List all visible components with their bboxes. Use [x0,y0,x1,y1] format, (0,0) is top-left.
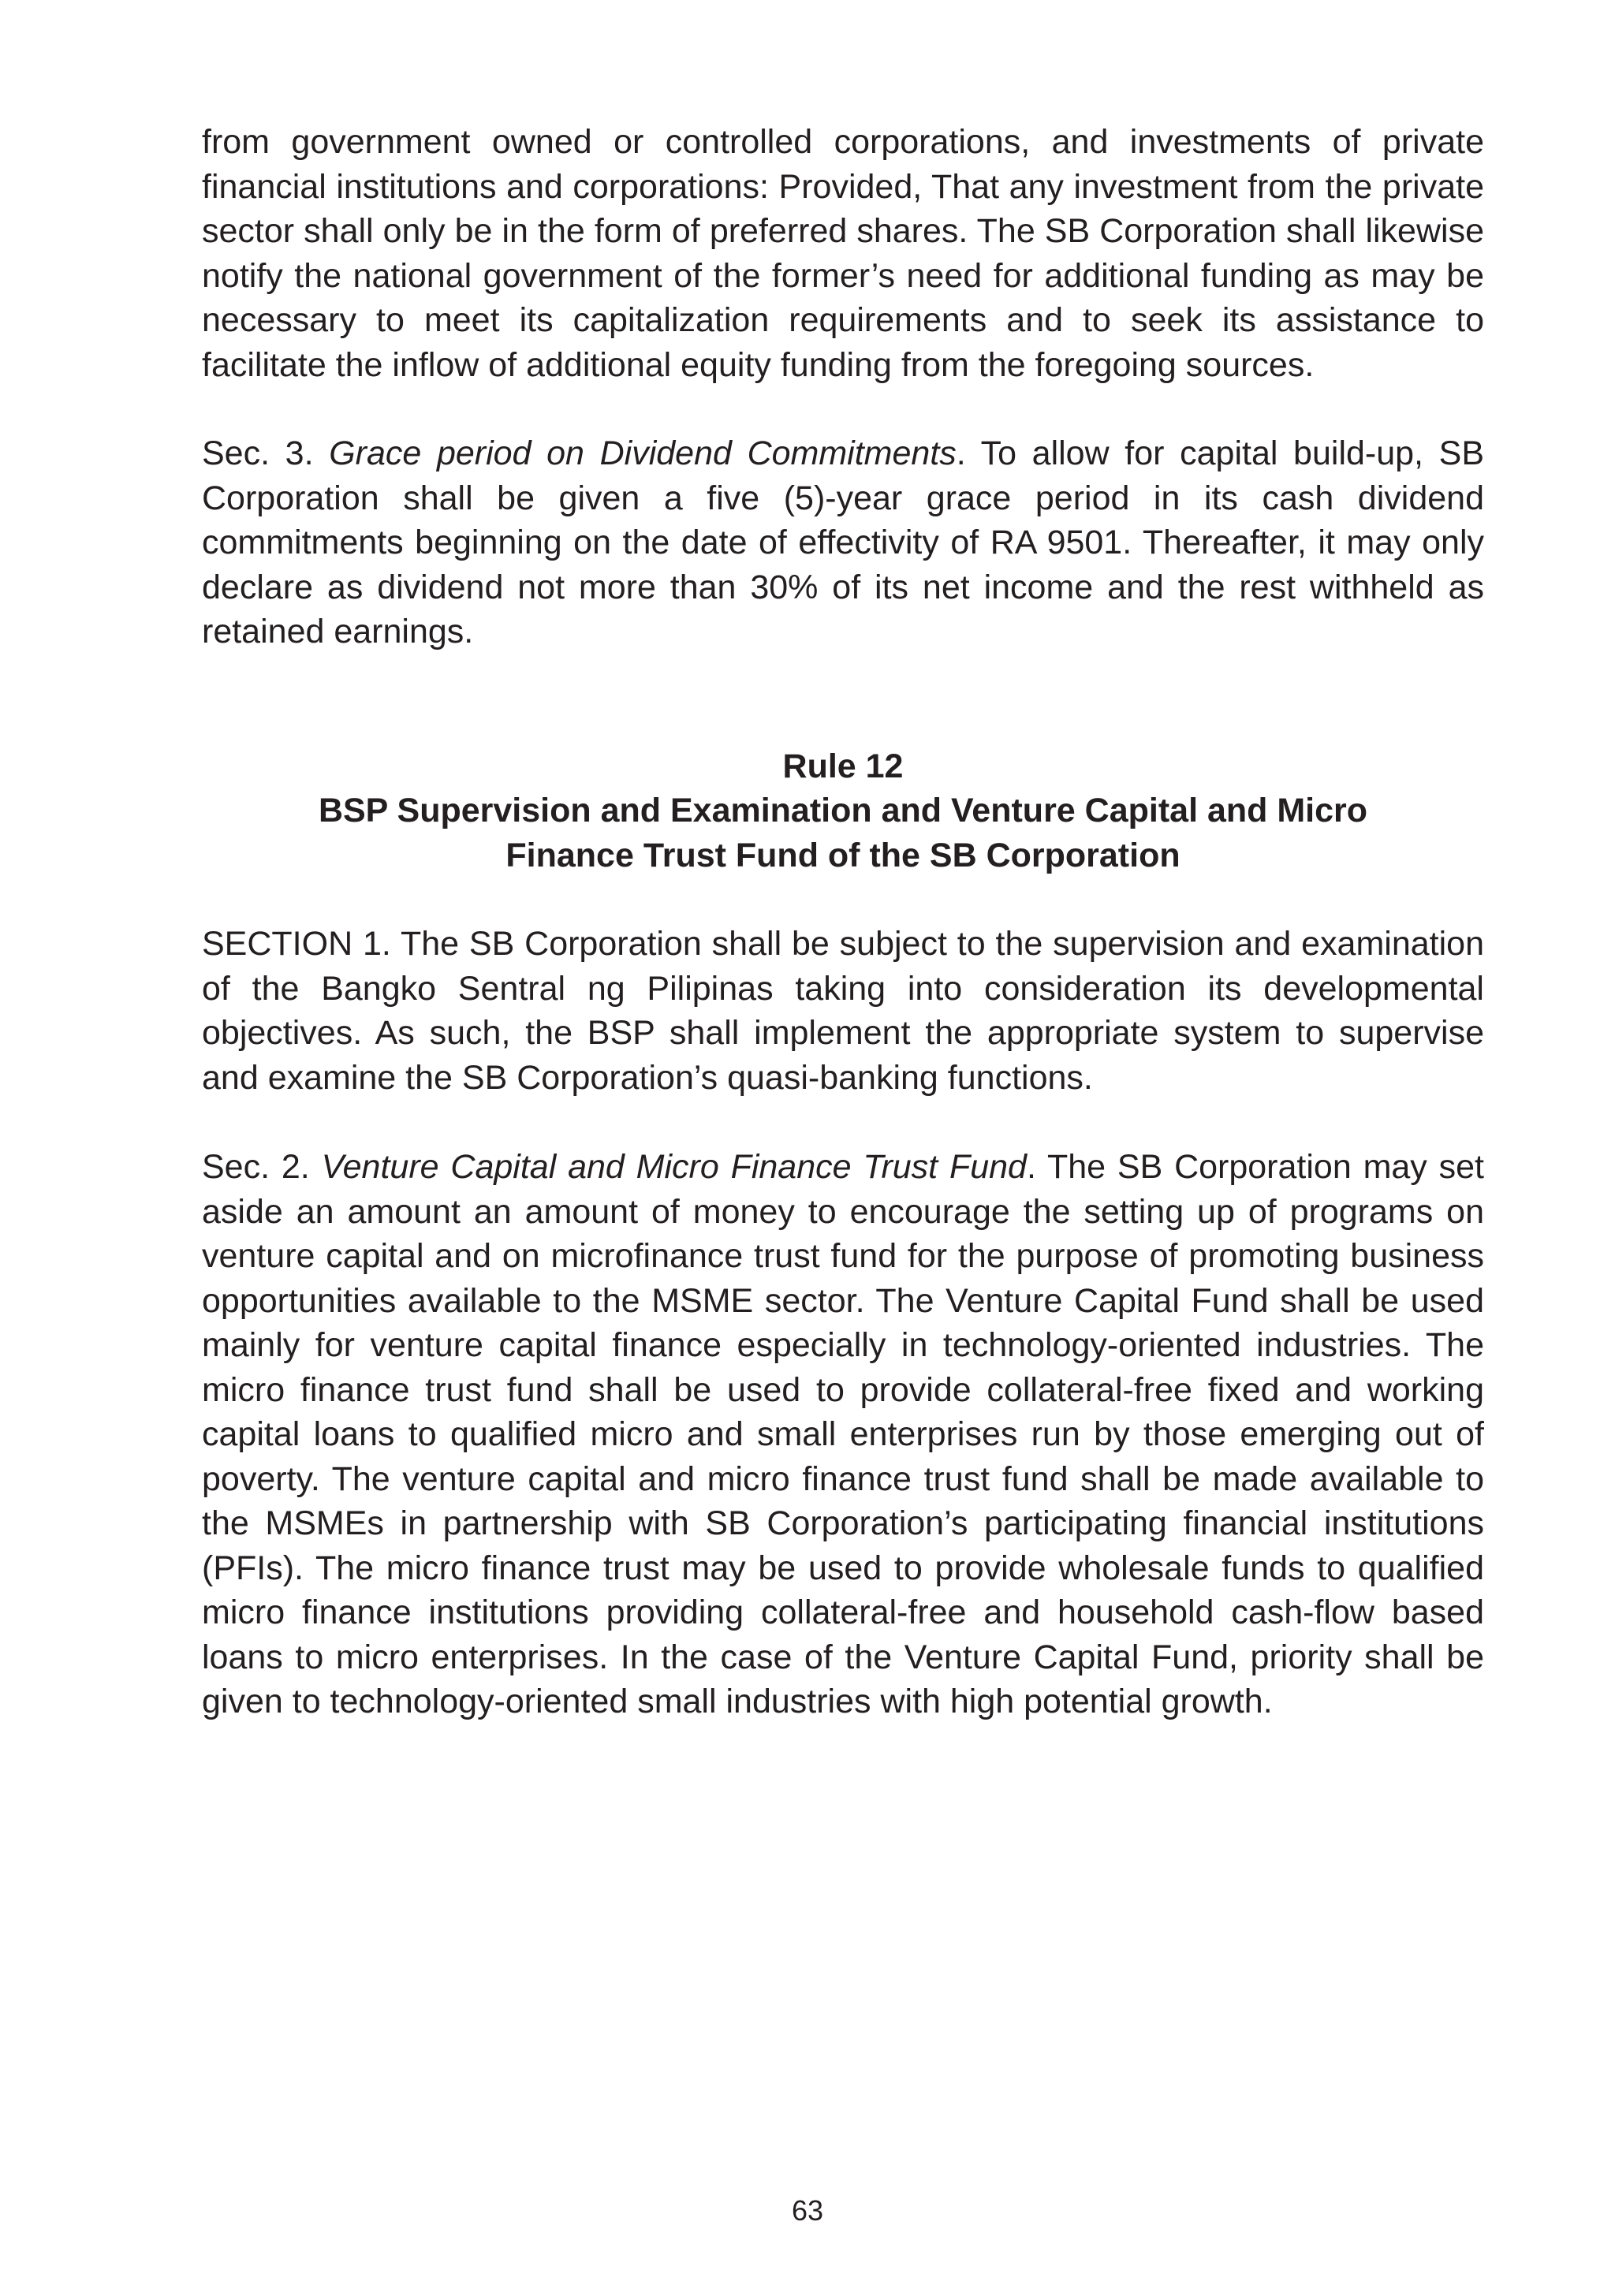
section1-body: The SB Corporation shall be subject to the supervision and examination of the Bangko Sentral ng Pilipinas taking into consideration its developmental objectives. As such, the BSP shall implement the appropriate system to supervise and examine the SB Corporation’s quasi-banking functions. [202,925,1484,1097]
sec2-number: Sec. 2. [202,1148,310,1186]
sec3-body: . To allow for capital build-up, SB Corporation shall be given a five (5)-year grace period in its cash dividend commitments beginning on the date of effectivity of RA 9501. Thereafter, it may only declare as dividend not more than 30% of its net income and the rest withheld as retained earnings. [202,434,1485,650]
rule-title-line-2: Finance Trust Fund of the SB Corporation [505,836,1180,874]
section1-number: SECTION 1. [202,925,391,963]
sec3-number: Sec. 3. [202,434,314,472]
rule-number: Rule 12 [782,747,904,785]
sec2-body: . The SB Corporation may set aside an amount an amount of money to encourage the setting up of programs on venture capital and on microfinance trust fund for the purpose of promoting business opportunities available to the MSME sector. The Venture Capital Fund shall be used mainly for venture capital finance especially in technology-oriented industries. The micro finance trust fund shall be used to provide collateral-free fixed and working capital loans to qualified micro and small enterprises run by those emerging out of poverty. The venture capital and micro finance trust fund shall be made available to the MSMEs in partnership with SB Corporation’s participating financial institutions (PFIs). The micro finance trust may be used to provide wholesale funds to qualified micro finance institutions providing collateral-free and household cash-flow based loans to micro enterprises. In the case of the Venture Capital Fund, priority shall be given to technology-oriented small industries with high potential growth. [202,1148,1484,1720]
section1-paragraph [202,922,1484,1100]
sec3-title: Grace period on Dividend Commitments [329,434,957,472]
sec2-title: Venture Capital and Micro Finance Trust Fund [321,1148,1027,1186]
continuation-paragraph: from government owned or controlled corporations, and investments of private financial institutions and corporations: Provided, That any investment from the private sector shall only be in the form of preferred shares. The SB Corporation shall likewise notify the national government of the former’s need for additional funding as may be necessary to meet its capitalization requirements and to seek its assistance to facilitate the inflow of additional equity funding from the foregoing sources. [202,123,1484,384]
rule-title-line-1: BSP Supervision and Examination and Venture Capital and Micro [318,792,1368,829]
document-page [202,120,1484,1724]
page-number: 63 [791,2194,824,2227]
sec3-paragraph [202,431,1484,654]
rule-heading [202,744,1484,878]
sec2-paragraph [202,1145,1484,1724]
